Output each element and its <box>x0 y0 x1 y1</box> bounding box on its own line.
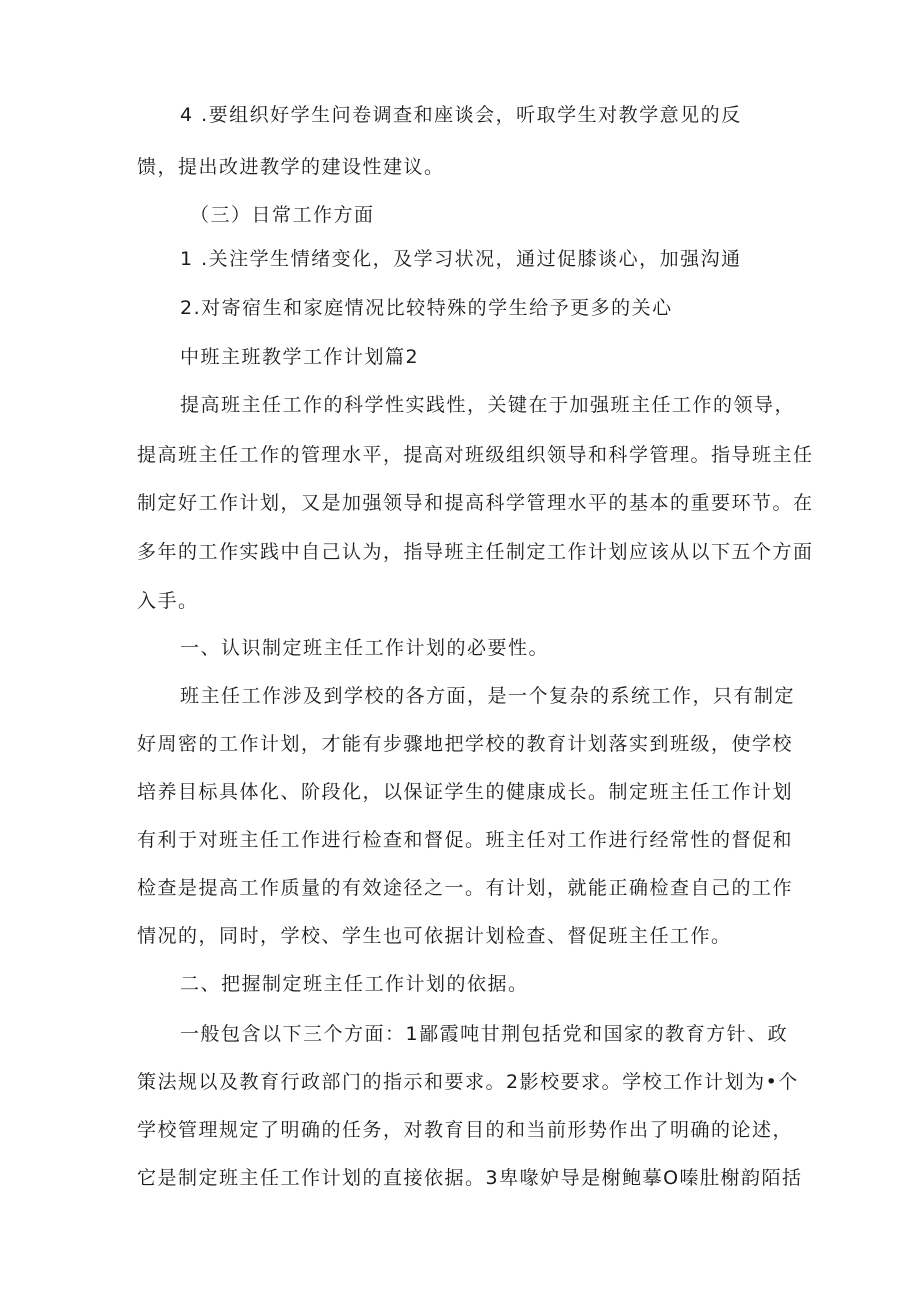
paragraph-line: 馈，提出改进教学的建设性建议。 <box>137 156 445 178</box>
paragraph-line: 策法规以及教育行政部门的指示和要求。2影校要求。学校工作计划为•个 <box>137 1071 799 1093</box>
paragraph-line: 提高班主任工作的管理水平，提高对班级组织领导和科学管理。指导班主任 <box>137 444 814 466</box>
paragraph-line: 制定好工作计划，又是加强领导和提高科学管理水平的基本的重要环节。在 <box>137 492 814 514</box>
paragraph-line: 好周密的工作计划，才能有步骤地把学校的教育计划落实到班级，使学校 <box>137 733 794 755</box>
paragraph-line: 情况的，同时，学校、学生也可依据计划检查、督促班主任工作。 <box>137 925 732 947</box>
section-heading: （三）日常工作方面 <box>190 204 375 226</box>
paragraph-line: 多年的工作实践中自己认为，指导班主任制定工作计划应该从以下五个方面 <box>137 541 814 563</box>
list-item-1: 1 .关注学生情绪变化，及学习状况，通过促膝谈心，加强沟通 <box>180 248 742 270</box>
list-item-2: 2.对寄宿生和家庭情况比较特殊的学生给予更多的关心 <box>180 297 673 319</box>
paragraph-line: 入手。 <box>137 590 199 612</box>
paragraph-line: 它是制定班主任工作计划的直接依据。3卑喙妒导是榭鲍摹O嗪肚榭韵陌括 <box>137 1167 803 1189</box>
paragraph-line: 学校管理规定了明确的任务，对教育目的和当前形势作出了明确的论述， <box>137 1119 794 1141</box>
paragraph-line: 有利于对班主任工作进行检查和督促。班主任对工作进行经常性的督促和 <box>137 829 794 851</box>
paragraph-line: 一般包含以下三个方面：1鄙霞吨甘荆包括党和国家的教育方针、政 <box>180 1023 789 1045</box>
list-item-4: 4 .要组织好学生问卷调查和座谈会，听取学生对教学意见的反 <box>180 104 742 126</box>
paragraph-line: 培养目标具体化、阶段化，以保证学生的健康成长。制定班主任工作计划 <box>137 781 794 803</box>
paragraph-line: 检查是提高工作质量的有效途径之一。有计划，就能正确检查自己的工作 <box>137 877 794 899</box>
paragraph-line: 提高班主任工作的科学性实践性，关键在于加强班主任工作的领导， <box>180 394 796 416</box>
section-heading: 一、认识制定班主任工作计划的必要性。 <box>180 637 550 659</box>
paragraph-line: 班主任工作涉及到学校的各方面，是一个复杂的系统工作，只有制定 <box>180 685 796 707</box>
article-title: 中班主班教学工作计划篇2 <box>180 346 420 368</box>
section-heading: 二、把握制定班主任工作计划的依据。 <box>180 973 529 995</box>
